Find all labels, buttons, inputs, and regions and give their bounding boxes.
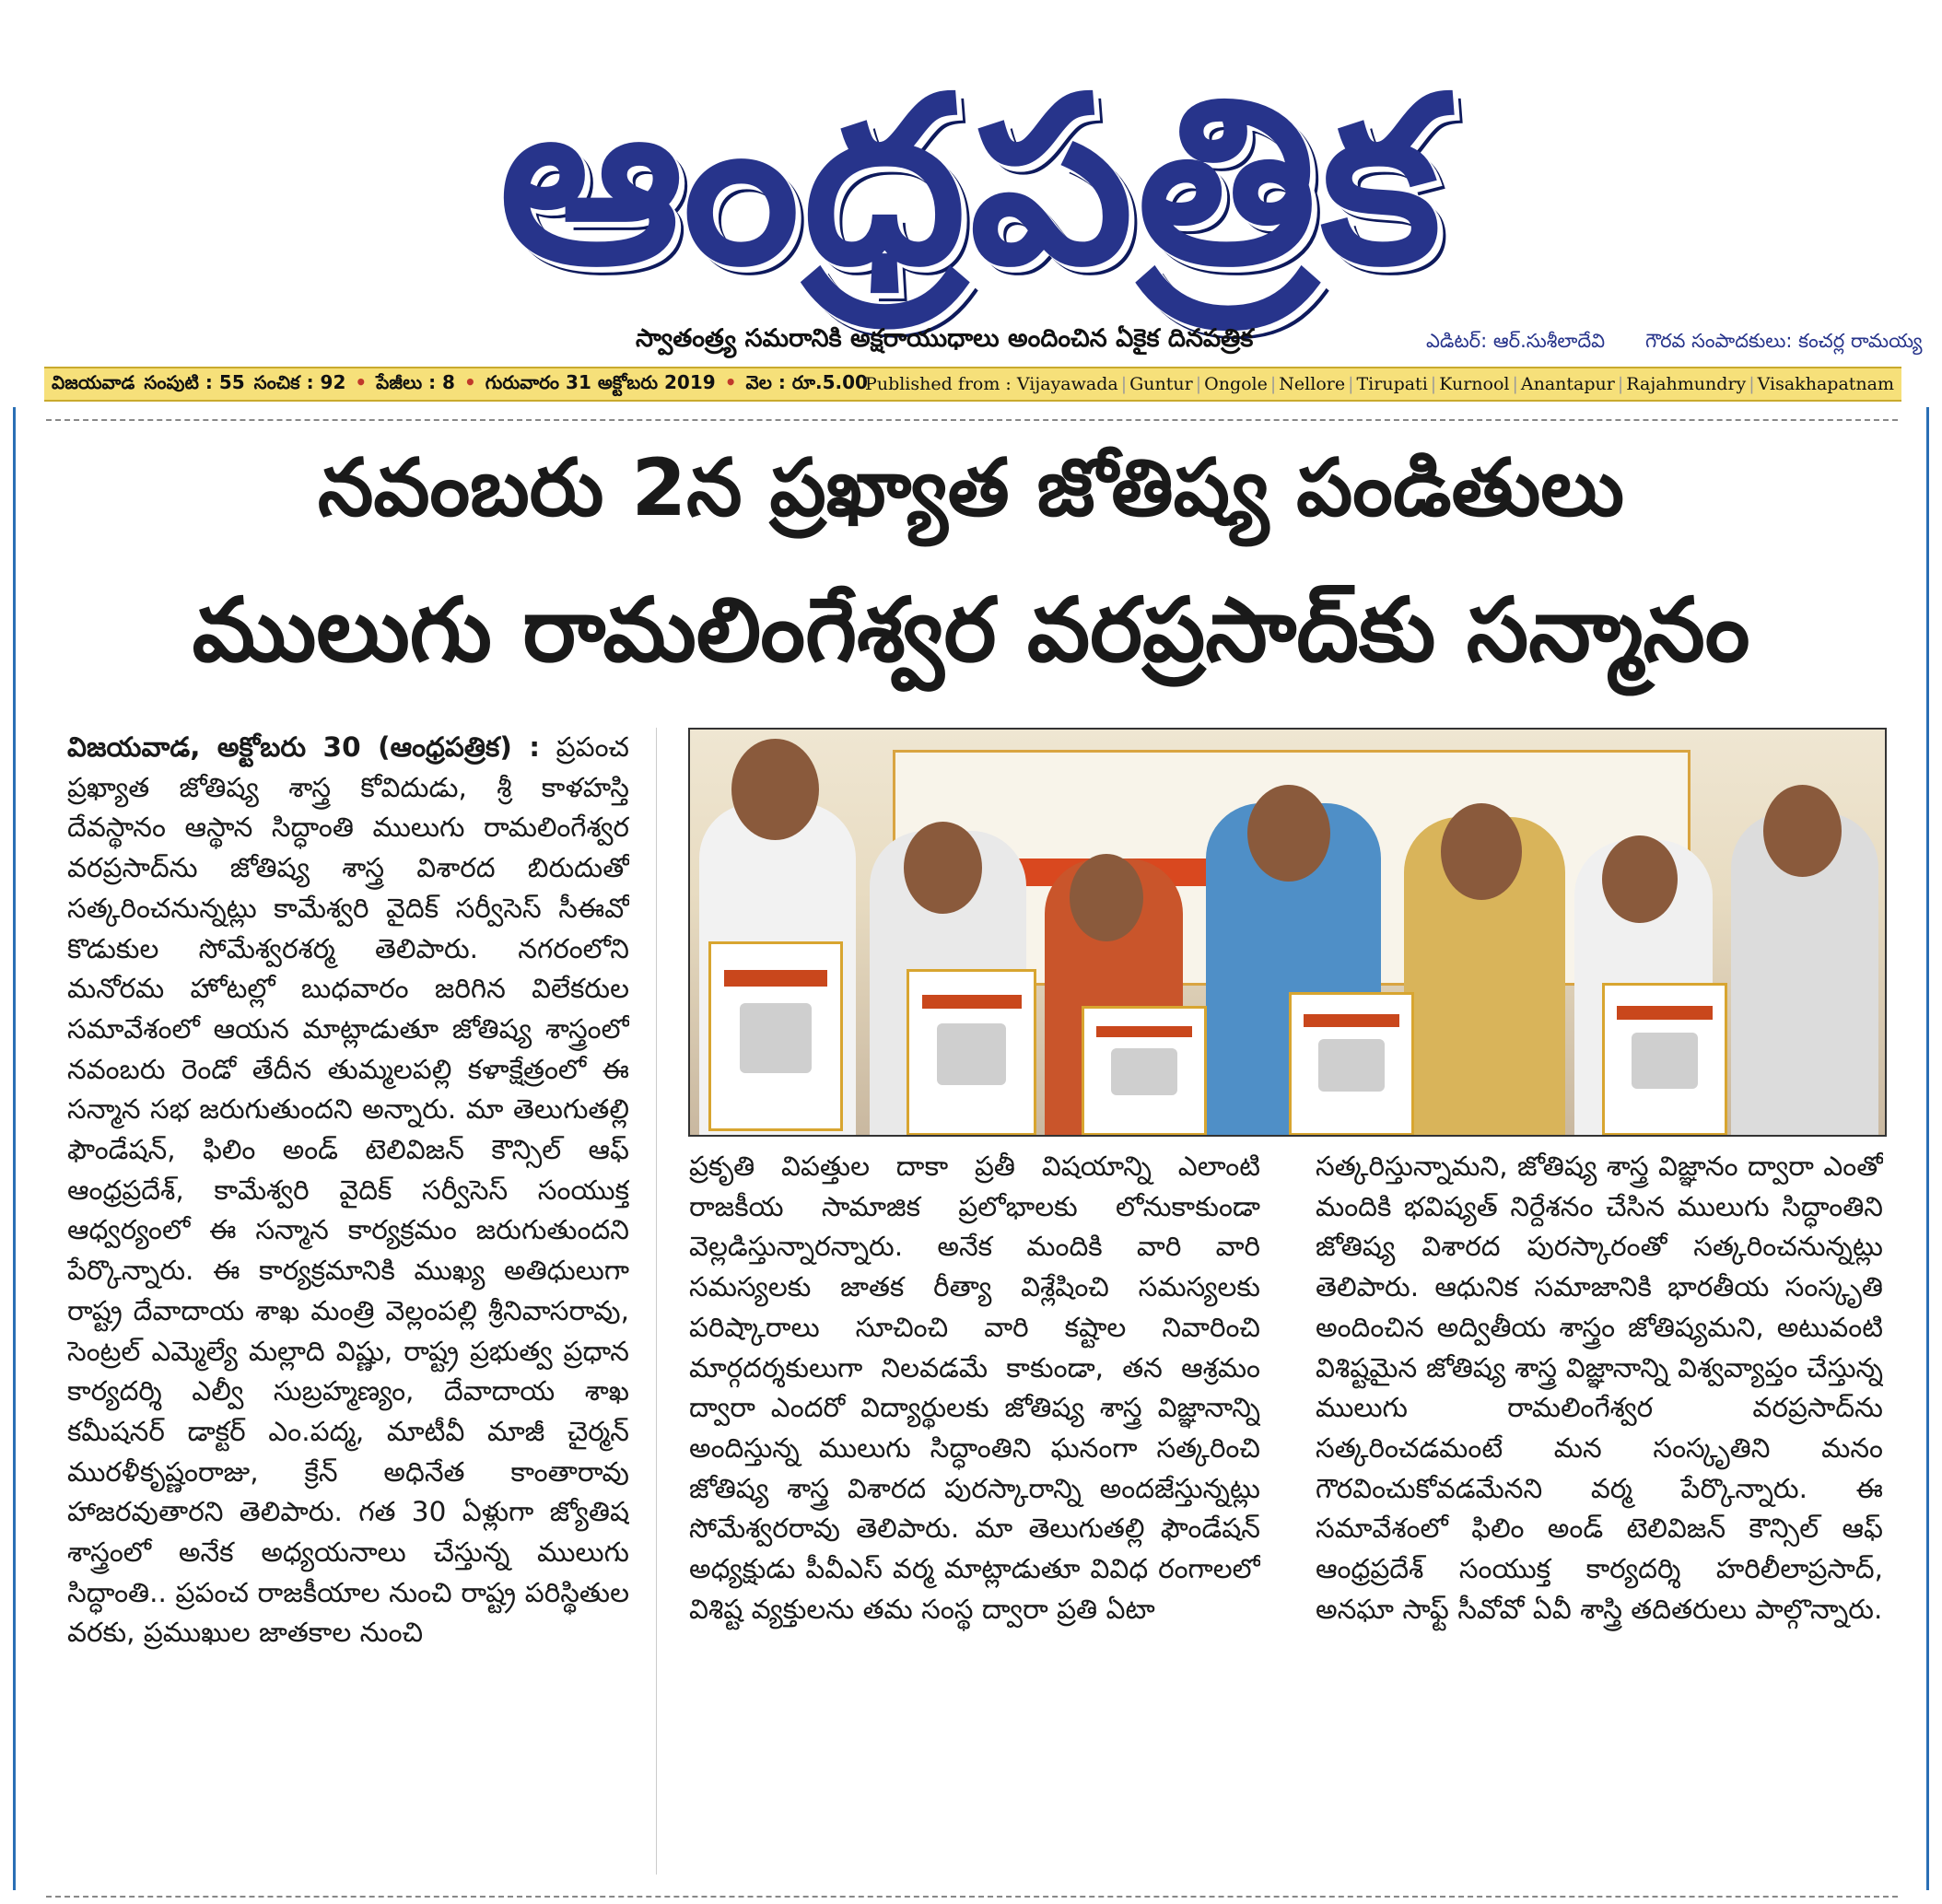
- edition-link[interactable]: Kurnool: [1439, 374, 1510, 394]
- bullet-icon: •: [463, 370, 476, 393]
- poster: [907, 969, 1036, 1136]
- editor-credit: ఎడిటర్: ఆర్.సుశీలాదేవి: [1426, 330, 1606, 352]
- bullet-icon: •: [355, 370, 368, 393]
- honorary-editor-credit: గౌరవ సంపాదకులు: కంచర్ల రామయ్య: [1645, 330, 1923, 352]
- person-head: [904, 822, 982, 914]
- poster: [708, 941, 843, 1131]
- article-column-2: [689, 1147, 1260, 1875]
- article-column-3: [1316, 1147, 1883, 1875]
- masthead: [0, 0, 1942, 405]
- poster: [1082, 1006, 1207, 1136]
- top-divider: [46, 419, 1898, 421]
- poster: [1289, 992, 1414, 1136]
- issue-volume: సంపుటి : 55: [144, 370, 245, 393]
- person-head: [1763, 785, 1842, 877]
- dateline: విజయవాడ, అక్టోబరు 30 (ఆంధ్రపత్రిక) :: [67, 731, 541, 763]
- column-rule: [656, 728, 657, 1875]
- edition-link[interactable]: Vijayawada: [1016, 374, 1118, 394]
- edition-link[interactable]: Anantapur: [1520, 374, 1615, 394]
- column-1-text: ప్రపంచ ప్రఖ్యాత జోతిష్య శాస్త్ర కోవిదుడు, శ్రీ కాళహస్తి దేవస్థానం ఆస్థాన సిద్ధాంతి ములుగు రామలింగేశ్వర వరప్రసాద్‌ను జోతిష్య శాస్త్ర విశారద బిరుదుతో సత్కరించనున్నట్లు కామేశ్వరి వైదిక్ సర్వీసెస్ సీఈవో కొడుకుల సోమేశ్వరశర్మ తెలిపారు. నగరంలోని మనోరమ హోటల్లో బుధవారం జరిగిన విలేకరుల సమావేశంలో ఆయన మాట్లాడుతూ జోతిష్య శాస్త్రంలో నవంబరు రెండో తేదీన తుమ్మలపల్లి కళాక్షేత్రంలో ఈ సన్మాన సభ జరుగుతుందని అన్నారు. మా తెలుగుతల్లి ఫౌండేషన్, ఫిలిం అండ్ టెలివిజన్ కౌన్సిల్ ఆఫ్ ఆంధ్రప్రదేశ్, కామేశ్వరి వైదిక్ సర్వీసెస్ సంయుక్త ఆధ్వర్యంలో ఈ సన్మాన కార్యక్రమం జరుగుతుందని పేర్కొన్నారు. ఈ కార్యక్రమానికి ముఖ్య అతిధులుగా రాష్ట్ర దేవాదాయ శాఖ మంత్రి వెల్లంపల్లి శ్రీనివాసరావు, సెంట్రల్ ఎమ్మెల్యే మల్లాది విష్ణు, రాష్ట్ర ప్రభుత్వ ప్రధాన కార్యదర్శి ఎల్వీ సుబ్రహ్మణ్యం, దేవాదాయ శాఖ కమీషనర్ డాక్టర్ ఎం.పద్మ, మాటీవీ మాజీ చైర్మన్ మురళీకృష్ణంరాజు, క్రేన్ అధినేత కాంతారావు హాజరవుతారని తెలిపారు. గత 30 ఏళ్లుగా జ్యోతిష శాస్త్రంలో అనేక అధ్యయనాలు చేస్తున్న ములుగు సిద్ధాంతి.. ప్రపంచ రాజకీయాల నుంచి రాష్ట్ర పరిస్థితుల వరకు, ప్రముఖుల జాతకాల నుంచి: [67, 731, 629, 1649]
- issue-number: సంచిక : 92: [253, 370, 346, 393]
- column-3-text: సత్కరిస్తున్నామని, జోతిష్య శాస్త్ర విజ్ఞానం ద్వారా ఎంతో మందికి భవిష్యత్ నిర్దేశనం చేసిన ములుగు సిద్ధాంతిని జోతిష్య విశారద పురస్కారంతో సత్కరించనున్నట్లు తెలిపారు. ఆధునిక సమాజానికి భారతీయ సంస్కృతి అందించిన అద్వితీయ శాస్త్రం జోతిష్యమని, అటువంటి విశిష్టమైన జోతిష్య శాస్త్ర విజ్ఞానాన్ని విశ్వవ్యాప్తం చేస్తున్న ములుగు రామలింగేశ్వర వరప్రసాద్‌ను సత్కరించడమంటే మన సంస్కృతిని మనం గౌరవించుకోవడమేనని వర్మ పేర్కొన్నారు. ఈ సమావేశంలో ఫిలిం అండ్ టెలివిజన్ కౌన్సిల్ ఆఫ్ ఆంధ్రప్రదేశ్ సంయుక్త కార్యదర్శి హరిలీలాప్రసాద్, అనఘా సాఫ్ట్ సీవోవో ఏవీ శాస్త్రి తదితరులు పాల్గొన్నారు.: [1316, 1151, 1883, 1625]
- slogan: స్వాతంత్ర్య సమరానికి అక్షరాయుధాలు అందించిన ఏకైక దినపత్రిక: [636, 324, 1254, 353]
- edition-link[interactable]: Nellore: [1279, 374, 1346, 394]
- edition-link[interactable]: Ongole: [1204, 374, 1268, 394]
- newspaper-logo[interactable]: [405, 48, 1538, 315]
- headline-line-1: నవంబరు 2న ప్రఖ్యాత జోతిష్య పండితులు: [318, 442, 1624, 534]
- bottom-divider: [46, 1896, 1898, 1898]
- issue-date: గురువారం 31 అక్టోబరు 2019: [485, 370, 716, 393]
- bullet-icon: •: [724, 370, 737, 393]
- edition-link[interactable]: Rajahmundry: [1626, 374, 1747, 394]
- edition-link[interactable]: Guntur: [1129, 374, 1193, 394]
- headline-line-2: ములుగు రామలింగేశ్వర వరప్రసాద్‌కు సన్మానం: [192, 578, 1750, 682]
- event-photo[interactable]: [688, 728, 1887, 1137]
- column-2-text: ప్రకృతి విపత్తుల దాకా ప్రతీ విషయాన్ని ఎలాంటి రాజకీయ సామాజిక ప్రలోభాలకు లోనుకాకుండా వెల్లడిస్తున్నారన్నారు. అనేక మందికి వారి వారి సమస్యలకు జాతక రీత్యా విశ్లేషించి సమస్యలకు పరిష్కారాలు సూచించి వారి కష్టాల నివారించి మార్గదర్శకులుగా నిలవడమే కాకుండా, తన ఆశ్రమం ద్వారా ఎందరో విద్యార్థులకు జోతిష్య శాస్త్ర విజ్ఞానాన్ని అందిస్తున్న ములుగు సిద్ధాంతిని ఘనంగా సత్కరించి జోతిష్య శాస్త్ర విశారద పురస్కారాన్ని అందజేస్తున్నట్లు సోమేశ్వరరావు తెలిపారు. మా తెలుగుతల్లి ఫౌండేషన్ అధ్యక్షుడు పీవీఎస్ వర్మ మాట్లాడుతూ వివిధ రంగాలలో విశిష్ట వ్యక్తులను తమ సంస్థ ద్వారా ప్రతి ఏటా: [689, 1151, 1260, 1625]
- person-head: [1070, 854, 1143, 941]
- issue-price: వెల : రూ.5.00: [745, 370, 868, 393]
- edition-link[interactable]: Tirupati: [1356, 374, 1428, 394]
- edition-link[interactable]: Visakhapatnam: [1757, 374, 1894, 394]
- poster: [1602, 983, 1727, 1136]
- issue-pages: పేజీలు : 8: [376, 370, 455, 393]
- person-head: [1247, 785, 1330, 882]
- person-head: [1602, 835, 1678, 923]
- issue-info-bar: [44, 367, 1901, 402]
- person-head: [1441, 803, 1522, 900]
- editions-list: Published from : Vijayawada | Guntur | Ongole | Nellore | Tirupati | Kurnool | Anantapur | Rajahmundry | Visakhapatnam: [865, 374, 1894, 394]
- article-column-1: [67, 728, 629, 1870]
- logo-text: ఆంధ్రపత్రిక: [498, 47, 1445, 315]
- issue-city: విజయవాడ: [52, 370, 135, 393]
- person-head: [731, 739, 819, 840]
- published-from-label: Published from :: [865, 374, 1012, 394]
- issue-details: [44, 371, 868, 398]
